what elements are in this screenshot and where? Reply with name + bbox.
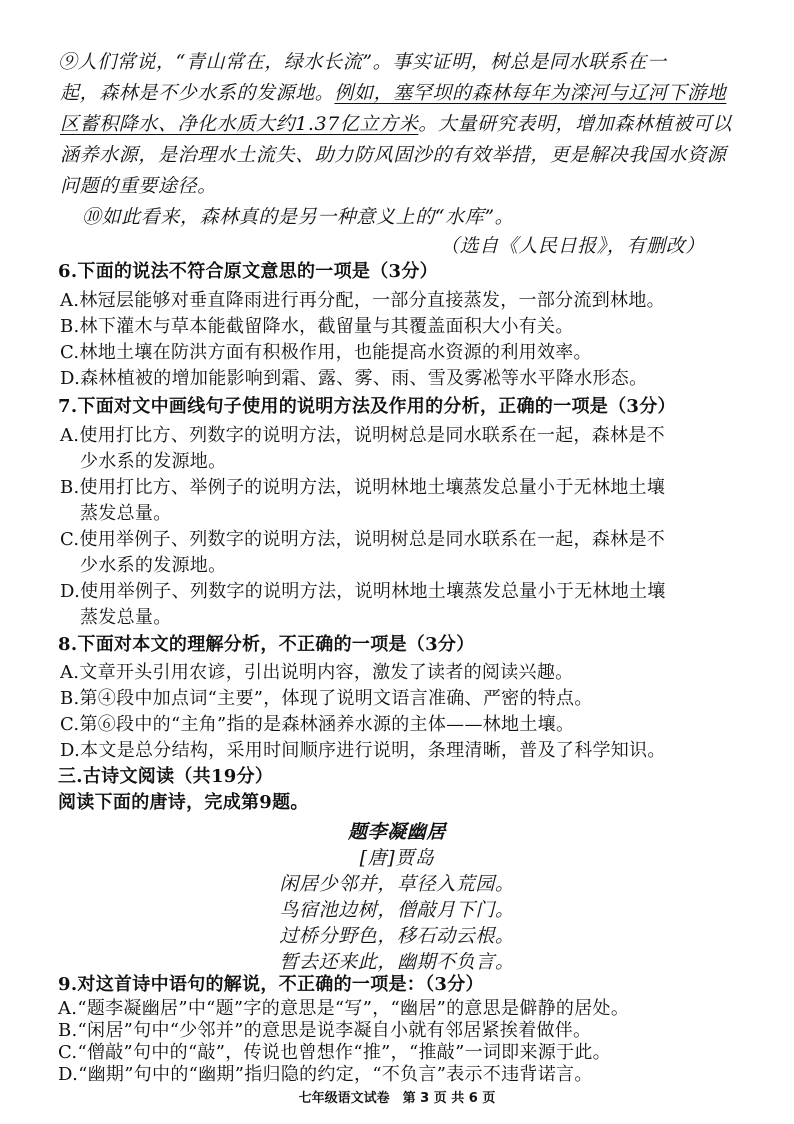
page-footer: 七年级语文试卷 第 3 页 共 6 页 (298, 1091, 496, 1106)
q9-stem: 9.对这首诗中语句的解说，不正确的一项是：（3分） (58, 974, 484, 995)
p9-line1: ⑨人们常说，“青山常在，绿水长流”。事实证明，树总是同水联系在一 (58, 51, 667, 73)
p9-underlined-1: 例如，塞罕坝的森林每年为滦河与辽河下游地 (334, 82, 727, 104)
q6-option-d: D.森林植被的增加能影响到霜、露、雾、雨、雪及雾凇等水平降水形态。 (60, 368, 648, 389)
q8-option-a: A.文章开头引用农谚，引出说明内容，激发了读者的阅读兴趣。 (60, 662, 574, 683)
q7-option-b-line2: 蒸发总量。 (80, 503, 172, 524)
section3-intro: 阅读下面的唐诗，完成第9题。 (58, 792, 309, 813)
poem-line-4: 暂去还来此，幽期不负言。 (279, 951, 515, 973)
q7-option-a-line2: 少水系的发源地。 (80, 451, 227, 472)
q9-option-c: C.“僧敲”句中的“敲”，传说也曾想作“推”，“推敲”一词即来源于此。 (58, 1042, 611, 1063)
q6-option-c: C.林地土壤在防洪方面有积极作用，也能提高水资源的利用效率。 (60, 342, 592, 363)
q8-option-c: C.第⑥段中的“主角”指的是森林涵养水源的主体——林地土壤。 (60, 714, 575, 735)
q8-option-d: D.本文是总分结构，采用时间顺序进行说明，条理清晰，普及了科学知识。 (60, 740, 666, 761)
p9-line5: 问题的重要途径。 (60, 175, 217, 197)
poem-title: 题李凝幽居 (347, 821, 446, 843)
q7-option-b-line1: B.使用打比方、举例子的说明方法，说明林地土壤蒸发总量小于无林地土壤 (60, 477, 666, 498)
poem-line-1: 闲居少邻并，草径入荒园。 (279, 873, 515, 895)
q7-option-c-line2: 少水系的发源地。 (80, 555, 227, 576)
poem-line-2: 鸟宿池边树，僧敲月下门。 (279, 899, 515, 921)
poem-author: [唐]贾岛 (359, 847, 435, 869)
p10-line1: ⑩如此看来，森林真的是另一种意义上的“水库”。 (82, 206, 515, 228)
p9-underlined-2: 区蓄积降水、净化水质大约1.37亿立方米 (60, 113, 419, 135)
p9-line2 (60, 81, 726, 105)
q7-option-d-line1: D.使用举例子、列数字的说明方法，说明林地土壤蒸发总量小于无林地土壤 (60, 581, 666, 602)
p9-line4: 涵养水源，是治理水土流失、助力防风固沙的有效举措，更是解决我国水资源 (60, 144, 727, 166)
q7-stem: 7.下面对文中画线句子使用的说明方法及作用的分析，正确的一项是（3分） (58, 396, 676, 417)
q7-option-d-line2: 蒸发总量。 (80, 607, 172, 628)
q8-stem: 8.下面对本文的理解分析，不正确的一项是（3分） (58, 634, 475, 655)
passage-source: （选自《人民日报》，有删改） (440, 235, 705, 257)
q6-option-b: B.林下灌木与草本能截留降水，截留量与其覆盖面积大小有关。 (60, 316, 574, 337)
section3-heading: 三.古诗文阅读（共19分） (58, 766, 274, 787)
q6-option-a: A.林冠层能够对垂直降雨进行再分配，一部分直接蒸发，一部分流到林地。 (60, 290, 665, 311)
p9-line3 (60, 112, 732, 136)
q9-option-d: D.“幽期”句中的“幽期”指归隐的约定，“不负言”表示不违背诺言。 (58, 1064, 593, 1085)
q6-stem: 6.下面的说法不符合原文意思的一项是（3分） (58, 261, 438, 282)
poem-line-3: 过桥分野色，移石动云根。 (279, 925, 515, 947)
q7-option-c-line1: C.使用举例子、列数字的说明方法，说明树总是同水联系在一起，森林是不 (60, 529, 666, 550)
q9-option-b: B.“闲居”句中“少邻并”的意思是说李凝自小就有邻居紧挨着做伴。 (58, 1020, 592, 1041)
p9-line3-rest: 。大量研究表明，增加森林植被可以 (418, 113, 732, 135)
p9-line2-text: 起，森林是不少水系的发源地。 (60, 82, 335, 104)
q8-option-b: B.第④段中加点词“主要”，体现了说明文语言准确、严密的特点。 (60, 688, 593, 709)
q7-option-a-line1: A.使用打比方、列数字的说明方法，说明树总是同水联系在一起，森林是不 (60, 425, 665, 446)
q9-option-a: A.“题李凝幽居”中“题”字的意思是“写”，“幽居”的意思是僻静的居处。 (58, 998, 630, 1019)
